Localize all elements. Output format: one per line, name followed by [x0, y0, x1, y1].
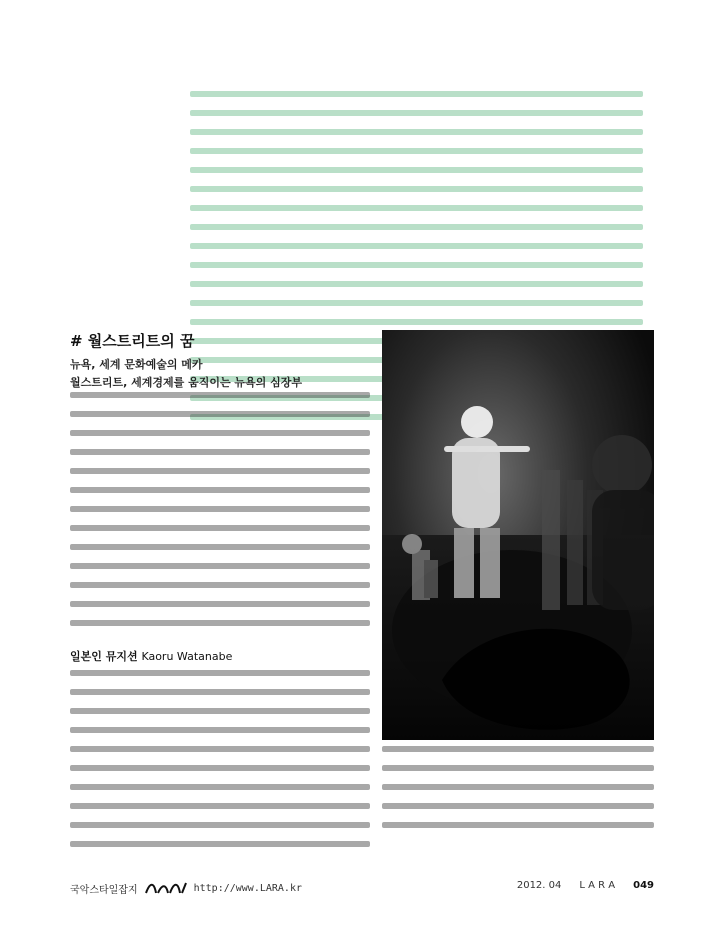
footer-right	[517, 880, 654, 891]
musician-label: 일본인 뮤지션 Kaoru Watanabe	[70, 650, 233, 663]
page-number: 049	[633, 880, 654, 891]
subheading-wallstreet: 월스트리트, 세계경제를 움직이는 뉴욕의 심장부	[70, 376, 303, 389]
body-text-left-column-2	[70, 670, 370, 850]
musician-name: Kaoru Watanabe	[141, 650, 233, 663]
section-heading: # 월스트리트의 꿈	[70, 332, 195, 350]
issue-date: 2012. 04	[516, 880, 562, 891]
publication-label: 국악스타일잡지	[70, 884, 138, 896]
body-text-right-column	[382, 746, 654, 842]
body-text-left-column	[70, 392, 370, 632]
intro-paragraph	[190, 91, 654, 253]
performance-photo	[382, 330, 654, 740]
footer-left	[70, 880, 302, 896]
footer-url[interactable]: http://www.LARA.kr	[193, 882, 302, 894]
brand-name: L A R A	[579, 880, 616, 891]
performance-photo-illustration	[382, 330, 654, 740]
subheading-nyc: 뉴욕, 세계 문화예술의 메카	[70, 358, 203, 371]
lara-logo	[144, 880, 188, 896]
